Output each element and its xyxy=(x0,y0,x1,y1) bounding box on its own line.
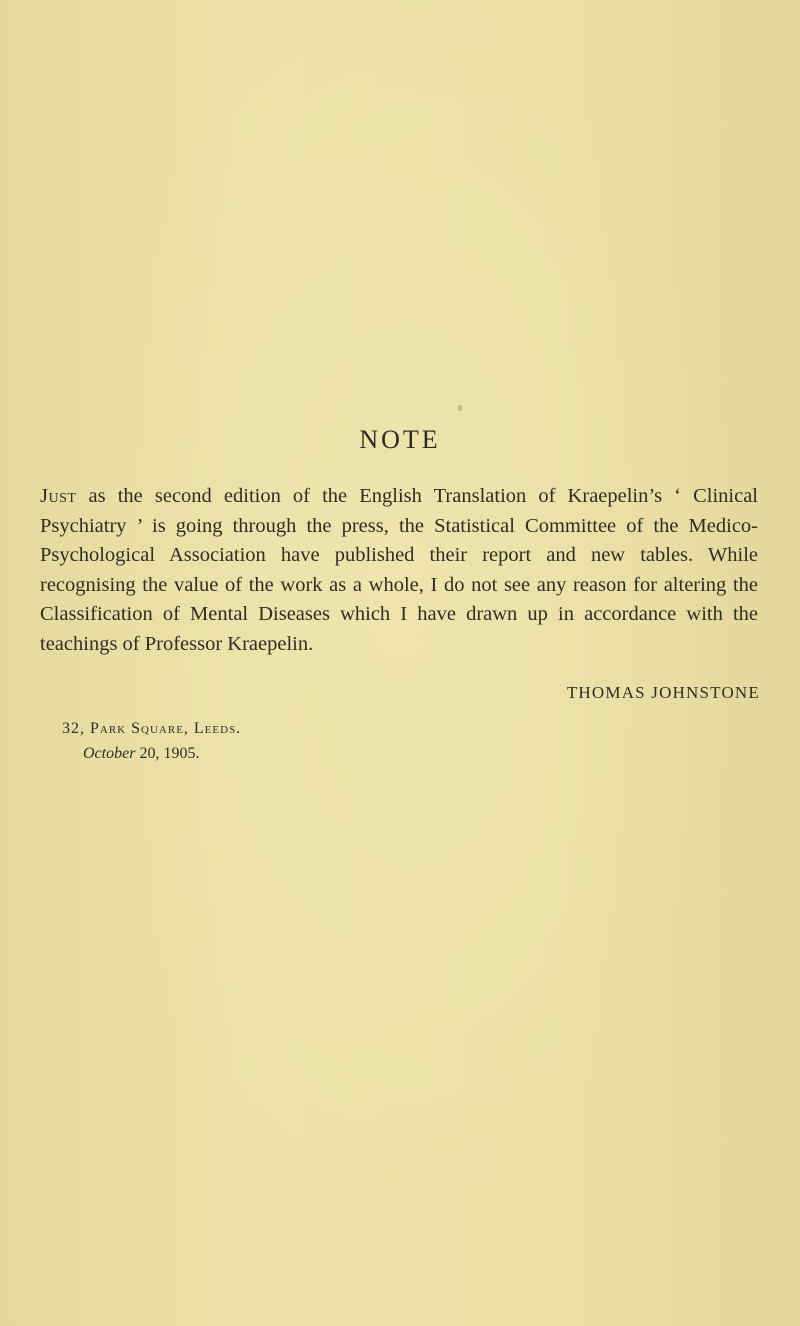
note-paragraph xyxy=(40,482,758,659)
address: 32, Park Square, Leeds. xyxy=(62,720,242,737)
paper-speck xyxy=(458,405,462,411)
date-month: October xyxy=(83,745,136,762)
date-rest: 20, 1905. xyxy=(135,745,200,762)
lead-word: Just xyxy=(40,485,77,507)
date-line xyxy=(83,745,199,763)
note-body-text: as the second edition of the English Translation of Kraepelin’s ‘ Clinical Psychiatry ’ is going through the press, the Statistical Committee of the Medico-Psychological Association have published their report and new tables. While recognising the value of the work as a whole, I do not see any reason for altering the Classification of Mental Diseases which I have drawn up in accordance with the teachings of Professor Kraepelin. xyxy=(40,485,758,655)
page-title: NOTE xyxy=(359,425,441,454)
signature: THOMAS JOHNSTONE xyxy=(566,683,760,702)
